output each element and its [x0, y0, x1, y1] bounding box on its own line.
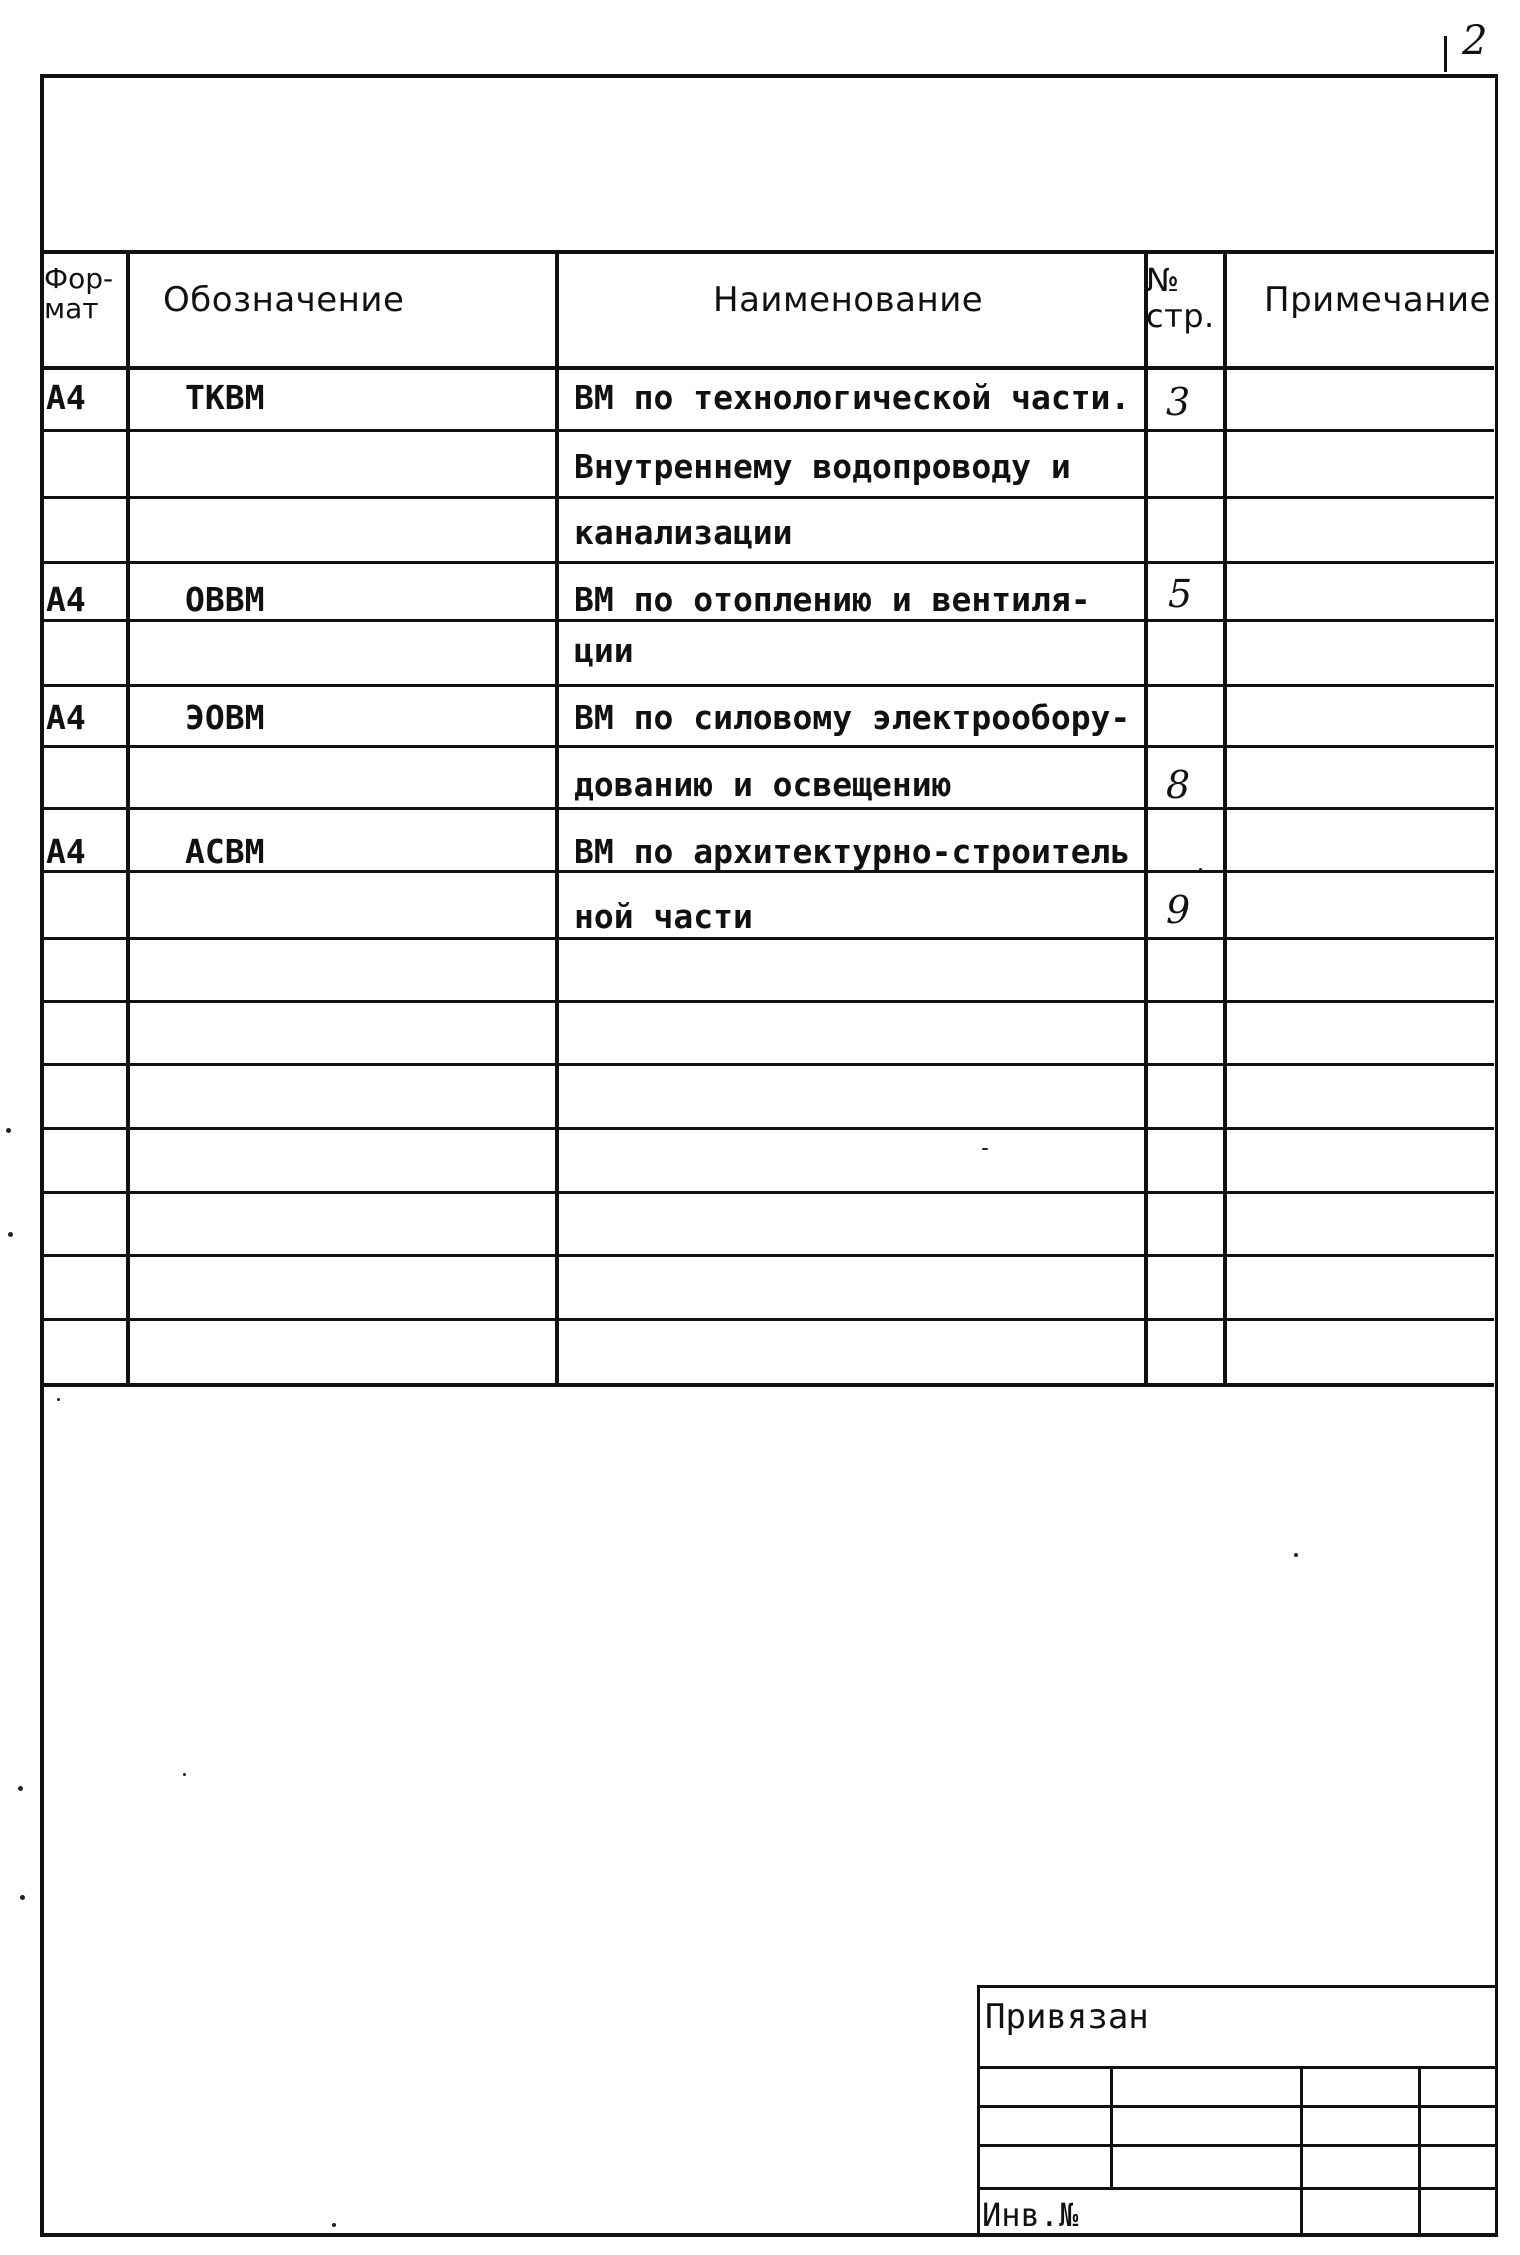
- row-line: [44, 496, 1494, 499]
- row-line: [44, 1318, 1494, 1321]
- row-line: [44, 619, 1494, 622]
- header-note: Примечание: [1264, 280, 1491, 320]
- header-bottom-line: [44, 366, 1494, 370]
- scan-speck: [1199, 868, 1202, 871]
- row-line: [44, 429, 1494, 432]
- row-format: А4: [46, 698, 86, 737]
- stamp-divider: [1110, 2066, 1113, 2187]
- row-name: дованию и освещению: [574, 765, 952, 804]
- scan-speck: [8, 1232, 13, 1237]
- header-format: Фор- мат: [44, 262, 114, 325]
- stamp-divider: [1418, 2066, 1421, 2237]
- scan-speck: [982, 1148, 988, 1150]
- table-bottom-line: [44, 1383, 1494, 1387]
- page-number: 2: [1462, 18, 1488, 64]
- row-page: 8: [1166, 763, 1191, 807]
- scan-speck: [1294, 1553, 1298, 1557]
- row-line: [44, 1127, 1494, 1130]
- table-top-line: [44, 250, 1494, 254]
- row-name: канализации: [574, 513, 793, 552]
- corner-tick: [1444, 36, 1447, 72]
- inv-label: Инв.№: [982, 2196, 1079, 2234]
- row-format: А4: [46, 378, 86, 417]
- row-name: ВМ по технологической части.: [574, 378, 1131, 417]
- header-name: Наименование: [713, 280, 984, 320]
- scan-speck: [18, 1786, 23, 1791]
- row-name: ВМ по архитектурно-строитель: [574, 832, 1131, 871]
- row-page: 3: [1166, 380, 1191, 424]
- row-line: [44, 937, 1494, 940]
- row-line: [44, 561, 1494, 564]
- row-format: А4: [46, 580, 86, 619]
- scan-speck: [20, 1895, 25, 1900]
- row-name: ции: [574, 631, 634, 670]
- row-line: [44, 745, 1494, 748]
- row-name: ной части: [574, 897, 753, 936]
- row-designation: ТКВМ: [185, 378, 265, 417]
- row-name: ВМ по силовому электрообору-: [574, 698, 1131, 737]
- row-page: 9: [1166, 888, 1191, 932]
- col-divider: [555, 250, 559, 1386]
- header-designation: Обозначение: [163, 280, 405, 320]
- row-line: [44, 1000, 1494, 1003]
- scan-speck: [6, 1128, 11, 1133]
- scan-speck: [57, 1398, 60, 1401]
- row-page: 5: [1168, 572, 1193, 616]
- row-line: [44, 1254, 1494, 1257]
- scan-speck: [183, 1773, 186, 1776]
- col-divider: [1144, 250, 1148, 1386]
- stamp-left-border: [977, 1985, 980, 2237]
- bound-label: Привязан: [985, 1997, 1149, 2037]
- row-name: ВМ по отоплению и вентиля-: [574, 580, 1091, 619]
- row-format: А4: [46, 832, 86, 871]
- row-designation: ЭОВМ: [185, 698, 265, 737]
- col-divider: [126, 250, 130, 1386]
- row-line: [44, 1191, 1494, 1194]
- row-designation: ОВВМ: [185, 580, 265, 619]
- stamp-divider: [1300, 2066, 1303, 2237]
- header-page-no: № стр.: [1146, 261, 1215, 335]
- stamp-top-border: [977, 1985, 1498, 1988]
- row-name: Внутреннему водопроводу и: [574, 447, 1071, 486]
- row-line: [44, 1063, 1494, 1066]
- row-line: [44, 807, 1494, 810]
- scan-speck: [332, 2223, 336, 2227]
- row-designation: АСВМ: [185, 832, 265, 871]
- col-divider: [1223, 250, 1227, 1386]
- row-line: [44, 684, 1494, 687]
